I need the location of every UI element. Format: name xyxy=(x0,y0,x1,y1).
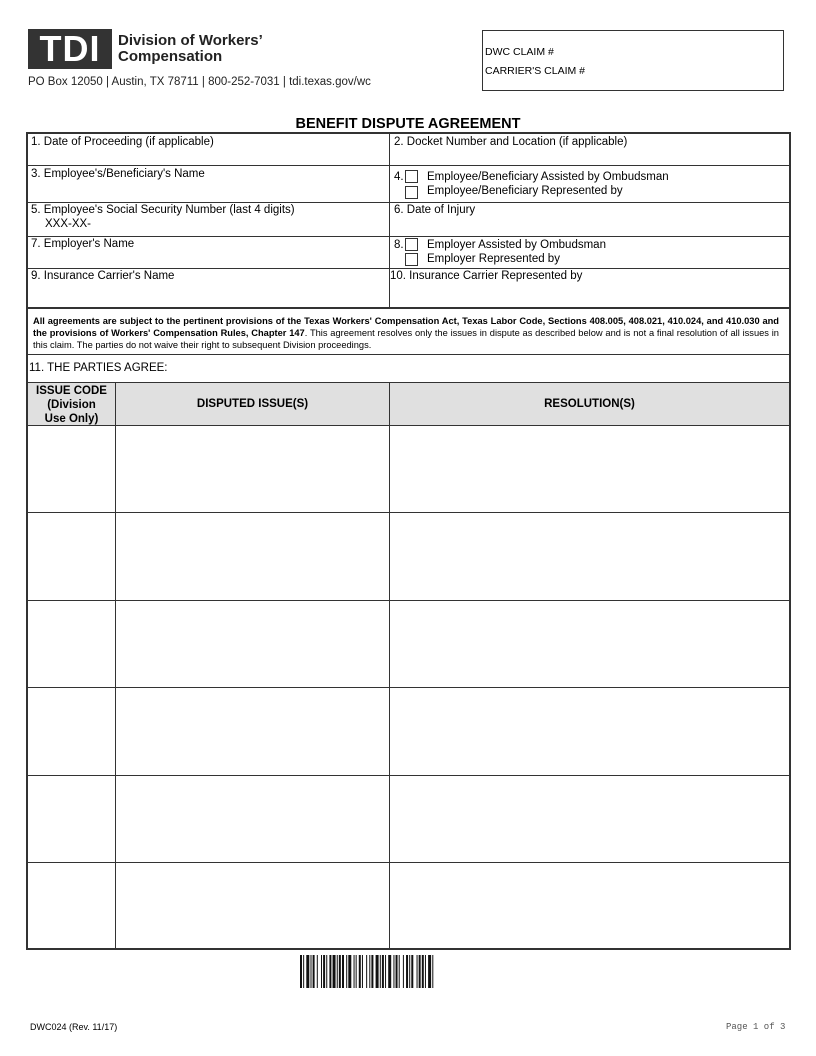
row-divider xyxy=(28,202,789,203)
tdi-logo: TDI xyxy=(28,29,112,69)
employer-ombudsman-label: Employer Assisted by Ombudsman xyxy=(427,239,606,251)
barcode-bar xyxy=(411,955,413,988)
barcode-bar xyxy=(323,955,325,988)
employer-ombudsman-checkbox[interactable] xyxy=(405,238,418,251)
barcode-bar xyxy=(406,955,408,988)
barcode-bar xyxy=(417,955,418,988)
dispute-agreement-form xyxy=(26,132,791,950)
barcode-bar xyxy=(399,955,400,988)
barcode-bar xyxy=(300,955,302,988)
barcode-image xyxy=(300,955,518,988)
barcode-bar xyxy=(425,955,426,988)
insurance-carrier-field[interactable]: 9. Insurance Carrier's Name xyxy=(31,270,175,282)
disputed-issue-cell[interactable] xyxy=(116,513,389,600)
resolution-cell[interactable] xyxy=(390,688,789,775)
barcode-bar xyxy=(371,955,373,988)
issue-code-cell[interactable] xyxy=(28,513,115,600)
barcode-bar xyxy=(409,955,410,988)
employer-represented-checkbox[interactable] xyxy=(405,253,418,266)
dwc-claim-label[interactable]: DWC CLAIM # xyxy=(485,46,554,58)
barcode-bar xyxy=(329,955,331,988)
agreement-statement xyxy=(33,315,779,351)
carrier-claim-label[interactable]: CARRIER'S CLAIM # xyxy=(485,65,586,77)
agreement-statement-rest: . This agreement resolves only the issues in dispute as described below and is not a final resolution of all issues in this claim. The parties do not waive their right to subsequent Division proceedings. xyxy=(33,328,779,350)
employer-represented-label: Employer Represented by xyxy=(427,253,560,265)
barcode-bar xyxy=(348,955,351,988)
barcode-bar xyxy=(342,955,344,988)
barcode-bar xyxy=(326,955,327,988)
issue-code-header-line1: ISSUE CODE xyxy=(36,385,107,397)
resolution-cell[interactable] xyxy=(390,513,789,600)
barcode-bar xyxy=(388,955,391,988)
barcode-bar xyxy=(432,955,433,988)
issue-code-cell[interactable] xyxy=(28,776,115,862)
barcode-bar xyxy=(306,955,309,988)
barcode-bar xyxy=(339,955,341,988)
barcode-bar xyxy=(403,955,404,988)
agency-name-line1: Division of Workers’ xyxy=(118,32,263,49)
claim-number-box xyxy=(482,30,784,91)
form-title: BENEFIT DISPUTE AGREEMENT xyxy=(295,116,521,132)
disputed-issue-cell[interactable] xyxy=(116,863,389,948)
barcode-bar xyxy=(354,955,355,988)
barcode-bar xyxy=(422,955,424,988)
barcode-bar xyxy=(380,955,381,988)
resolution-cell[interactable] xyxy=(390,601,789,687)
employee-represented-checkbox[interactable] xyxy=(405,186,418,199)
disputed-issue-cell[interactable] xyxy=(116,776,389,862)
agency-address: PO Box 12050 | Austin, TX 78711 | 800-252-7031 | tdi.texas.gov/wc xyxy=(28,76,371,88)
barcode-bar xyxy=(369,955,370,988)
issue-code-header-line3: Use Only) xyxy=(44,413,99,425)
issue-code-header xyxy=(28,384,115,426)
row-divider xyxy=(28,268,789,269)
resolution-cell[interactable] xyxy=(390,426,789,512)
row-divider xyxy=(28,236,789,237)
ssn-field[interactable]: XXX-XX- xyxy=(45,218,92,230)
disputed-issue-cell[interactable] xyxy=(116,426,389,512)
barcode-bar xyxy=(321,955,322,988)
issue-code-cell[interactable] xyxy=(28,426,115,512)
barcode-bar xyxy=(303,955,304,988)
barcode-bar xyxy=(366,955,367,988)
barcode-bar xyxy=(376,955,379,988)
parties-agree-heading: 11. THE PARTIES AGREE: xyxy=(29,362,168,374)
agreement-statement-bold: All agreements are subject to the pertinent provisions of the Texas Workers' Compensation Act, Texas Labor Code, Sections 408.005, 408.021, 410.024, and 410.030 and the provisions of Workers' Compensation Rules, Chapter 147 xyxy=(33,316,779,338)
field-4-number: 4. xyxy=(394,171,404,183)
date-of-proceeding-field[interactable]: 1. Date of Proceeding (if applicable) xyxy=(31,136,214,148)
resolution-cell[interactable] xyxy=(390,863,789,948)
row-divider xyxy=(28,354,789,355)
docket-number-field[interactable]: 2. Docket Number and Location (if applicable) xyxy=(394,136,628,148)
barcode-bar xyxy=(396,955,398,988)
disputed-issue-cell[interactable] xyxy=(116,688,389,775)
barcode-bar xyxy=(419,955,421,988)
barcode-bar xyxy=(428,955,431,988)
issue-code-cell[interactable] xyxy=(28,601,115,687)
barcode-bar xyxy=(359,955,361,988)
employee-represented-label: Employee/Beneficiary Represented by xyxy=(427,185,623,197)
employer-name-field[interactable]: 7. Employer's Name xyxy=(31,238,135,250)
barcode-bar xyxy=(346,955,347,988)
issue-code-header-line2: (Division xyxy=(47,399,96,411)
date-of-injury-field[interactable]: 6. Date of Injury xyxy=(394,204,476,216)
resolutions-header: RESOLUTION(S) xyxy=(544,398,635,410)
row-divider xyxy=(28,165,789,166)
agency-name xyxy=(118,33,263,65)
barcode-bar xyxy=(393,955,394,988)
issue-code-cell[interactable] xyxy=(28,863,115,948)
agency-name-line2: Compensation xyxy=(118,48,223,65)
resolution-cell[interactable] xyxy=(390,776,789,862)
barcode-bar xyxy=(362,955,363,988)
barcode-bar xyxy=(385,955,386,988)
page-number: Page 1 of 3 xyxy=(726,1022,786,1032)
employee-ombudsman-label: Employee/Beneficiary Assisted by Ombudsman xyxy=(427,171,669,183)
disputed-issue-cell[interactable] xyxy=(116,601,389,687)
disputed-issues-header: DISPUTED ISSUE(S) xyxy=(196,398,309,410)
ssn-field-label: 5. Employee's Social Security Number (last 4 digits) xyxy=(31,204,295,216)
barcode-bar xyxy=(313,955,315,988)
employee-ombudsman-checkbox[interactable] xyxy=(405,170,418,183)
carrier-represented-field[interactable]: 10. Insurance Carrier Represented by xyxy=(390,270,583,282)
employee-name-field[interactable]: 3. Employee's/Beneficiary's Name xyxy=(31,168,205,180)
barcode-bar xyxy=(311,955,312,988)
field-8-number: 8. xyxy=(394,239,404,251)
barcode-bar xyxy=(333,955,336,988)
barcode-bar xyxy=(382,955,384,988)
barcode-bar xyxy=(317,955,318,988)
form-number: DWC024 (Rev. 11/17) xyxy=(30,1022,118,1032)
barcode-bar xyxy=(337,955,338,988)
barcode-bar xyxy=(356,955,357,988)
issue-code-cell[interactable] xyxy=(28,688,115,775)
row-divider xyxy=(28,307,789,309)
